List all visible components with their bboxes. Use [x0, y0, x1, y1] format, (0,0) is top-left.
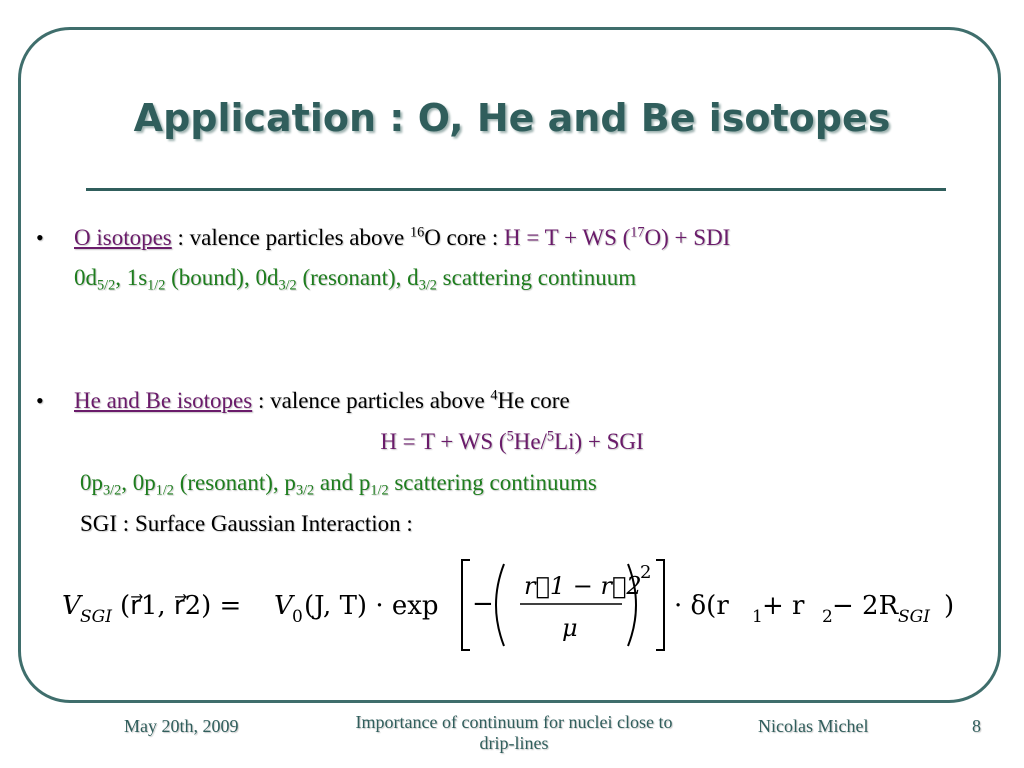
formula-denominator: μ — [562, 614, 578, 642]
footer-date: May 20th, 2009 — [124, 716, 239, 736]
bullet-2-core: He core — [497, 388, 570, 413]
formula-v0-sub: 0 — [292, 607, 303, 627]
formula-v: V — [62, 591, 81, 621]
slide-title: Application : O, He and Be isotopes — [133, 96, 891, 140]
formula-v-sub: SGI — [80, 607, 112, 627]
footer-author: Nicolas Michel — [758, 716, 869, 736]
formula-delta: · δ(r — [674, 591, 729, 621]
bullet-1-symbol: • — [36, 225, 44, 250]
footer-talk-title: Importance of continuum for nuclei close to drip-lines — [355, 712, 673, 753]
he-be-isotopes-link[interactable]: He and Be isotopes — [74, 388, 253, 413]
svg-text:1: 1 — [752, 607, 763, 627]
core-mass-16: 16 — [409, 224, 425, 241]
bullet-1-text: : valence particles above — [171, 225, 410, 250]
bullet-2-line — [74, 388, 570, 414]
bullet-1-core: O core : — [424, 225, 505, 250]
o-states-line: $0d_{5/2}$, $1s_{1/2}$ (bound), $0d_{3/2}$ (resonant), $d_{3/2}$ scattering continuum — [74, 265, 637, 294]
he-states-line: $0p_{3/2}$, $0p_{1/2}$ (resonant), $p_{3/2}$ and $p_{1/2}$ scattering continuums — [80, 470, 597, 499]
o-isotopes-link[interactable]: O isotopes — [74, 225, 172, 250]
sgi-definition-line: SGI : Surface Gaussian Interaction : — [80, 511, 413, 536]
title-rule — [86, 188, 946, 191]
formula-args: (r⃗1, r⃗2) = — [120, 591, 242, 621]
svg-text:SGI: SGI — [898, 607, 930, 627]
formula-minus: − — [472, 589, 494, 619]
svg-text:2: 2 — [822, 607, 833, 627]
svg-text:− 2R: − 2R — [832, 591, 899, 621]
o-hamiltonian: H = T + WS ($^{17}$O) + SDI — [504, 224, 731, 250]
svg-text:): ) — [944, 591, 955, 621]
formula-numerator: r⃗1 − r⃗2 — [524, 572, 642, 600]
footer-page-number: 8 — [972, 716, 981, 736]
formula-v0: V — [274, 591, 293, 621]
formula-v0-args: (J, T) · exp — [304, 591, 439, 621]
core-mass-4: 4 — [490, 387, 498, 404]
he-hamiltonian: H = T + WS ($^5$He/$^5$Li) + SGI — [380, 428, 644, 454]
sgi-formula — [62, 556, 962, 656]
bullet-2-text: : valence particles above — [252, 388, 491, 413]
bullet-2-symbol: • — [36, 388, 44, 413]
formula-power: 2 — [640, 562, 652, 583]
bullet-1-line — [74, 225, 730, 251]
svg-text:+ r: + r — [762, 591, 805, 621]
